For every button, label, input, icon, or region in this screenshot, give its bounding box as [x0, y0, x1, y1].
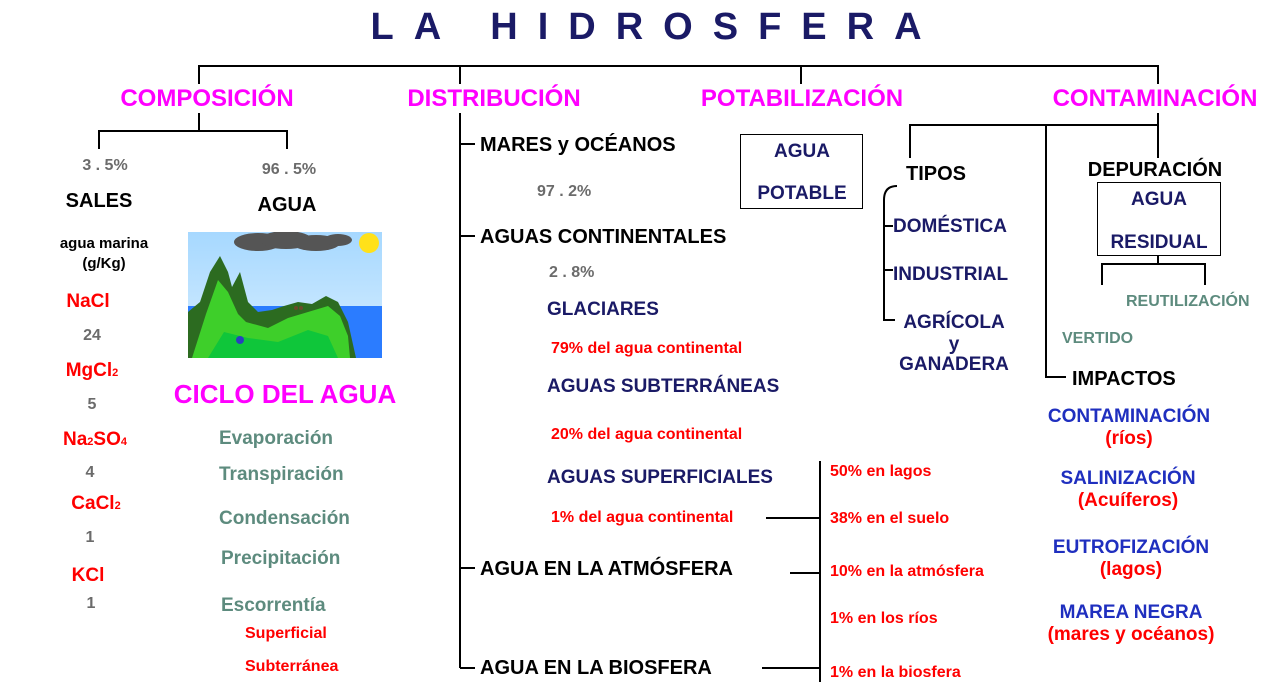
ciclo-transpiracion: Transpiración [219, 464, 344, 485]
agua-residual-line1: AGUA [1131, 189, 1187, 210]
water-cycle-illustration [188, 232, 382, 358]
subterraneas-percent: 20% del agua continental [551, 426, 743, 443]
ciclo-evaporacion: Evaporación [219, 428, 334, 449]
glaciares: GLACIARES [547, 299, 659, 320]
unidad-label: (g/Kg) [82, 255, 126, 272]
agua-potable-line2: POTABLE [757, 183, 847, 204]
compound-mgcl2: MgCl2 [65, 360, 119, 381]
heading-distribucion: DISTRIBUCIÓN [407, 85, 581, 112]
compound-cacl2-value: 1 [85, 529, 95, 546]
compound-nacl: NaCl [66, 291, 110, 312]
aguas-subterraneas: AGUAS SUBTERRÁNEAS [547, 376, 780, 397]
tipos-label: TIPOS [906, 163, 967, 185]
reparto-suelo: 38% en el suelo [830, 510, 950, 527]
agua-potable-line1: AGUA [774, 141, 830, 162]
agua-label: AGUA [257, 194, 317, 216]
agua-potable-box [740, 134, 863, 209]
heading-contaminacion: CONTAMINACIÓN [1052, 85, 1258, 112]
reutilizacion: REUTILIZACIÓN [1126, 293, 1250, 310]
reparto-biosfera: 1% en la biosfera [830, 664, 961, 681]
continentales-percent: 2 . 8% [549, 264, 595, 281]
heading-composicion: COMPOSICIÓN [120, 85, 294, 112]
impacto-contaminacion-detalle: (ríos) [1105, 428, 1153, 449]
compound-na2so4-value: 4 [85, 464, 95, 481]
agua-percent: 96 . 5% [261, 161, 317, 178]
reparto-lagos: 50% en lagos [830, 463, 932, 480]
mares-percent: 97 . 2% [537, 183, 592, 200]
compound-mgcl2-value: 5 [87, 396, 97, 413]
sales-label: SALES [65, 190, 133, 212]
aguas-superficiales: AGUAS SUPERFICIALES [547, 467, 773, 488]
superficiales-percent: 1% del agua continental [551, 509, 734, 526]
agua-residual-box [1097, 182, 1221, 256]
tipo-agricola: AGRÍCOLA [903, 312, 1005, 333]
agua-marina-label: agua marina [59, 235, 149, 252]
sales-percent: 3 . 5% [82, 157, 128, 174]
impactos-label: IMPACTOS [1072, 368, 1176, 390]
escorrentia-subterranea: Subterránea [245, 658, 339, 675]
impacto-eutrofizacion: EUTROFIZACIÓN [1052, 537, 1210, 558]
tipo-industrial: INDUSTRIAL [893, 264, 1009, 285]
impacto-eutrofizacion-detalle: (lagos) [1099, 559, 1163, 580]
agua-residual-line2: RESIDUAL [1110, 232, 1208, 253]
reparto-atmosfera: 10% en la atmósfera [830, 563, 984, 580]
mares-oceanos: MARES y OCÉANOS [480, 134, 676, 156]
impacto-marea-negra-detalle: (mares y océanos) [1047, 624, 1215, 645]
compound-nacl-value: 24 [83, 327, 101, 344]
heading-potabilizacion: POTABILIZACIÓN [700, 85, 904, 112]
compound-kcl-value: 1 [86, 595, 96, 612]
aguas-continentales: AGUAS CONTINENTALES [480, 226, 727, 248]
impacto-salinizacion-detalle: (Acuíferos) [1077, 490, 1179, 511]
glaciares-percent: 79% del agua continental [551, 340, 743, 357]
tipo-ganadera: GANADERA [899, 354, 1009, 375]
page-title: LA HIDROSFERA [370, 6, 942, 48]
compound-na2so4: Na2SO4 [63, 429, 127, 450]
impacto-marea-negra: MAREA NEGRA [1059, 602, 1203, 623]
reparto-rios: 1% en los ríos [830, 610, 938, 627]
ciclo-condensacion: Condensación [219, 508, 350, 529]
tipo-domestica: DOMÉSTICA [893, 216, 1007, 237]
depuracion-label: DEPURACIÓN [1087, 159, 1223, 181]
ciclo-precipitacion: Precipitación [221, 548, 341, 569]
agua-biosfera: AGUA EN LA BIOSFERA [480, 657, 712, 679]
ciclo-escorrentia: Escorrentía [221, 595, 326, 616]
compound-kcl: KCl [71, 565, 105, 586]
escorrentia-superficial: Superficial [245, 625, 327, 642]
compound-cacl2: CaCl2 [71, 493, 121, 514]
heading-ciclo-del-agua: CICLO DEL AGUA [173, 379, 397, 409]
vertido: VERTIDO [1062, 330, 1134, 347]
tipo-y: y [948, 334, 960, 355]
impacto-salinizacion: SALINIZACIÓN [1060, 468, 1196, 489]
agua-atmosfera: AGUA EN LA ATMÓSFERA [480, 558, 733, 580]
impacto-contaminacion: CONTAMINACIÓN [1047, 406, 1211, 427]
